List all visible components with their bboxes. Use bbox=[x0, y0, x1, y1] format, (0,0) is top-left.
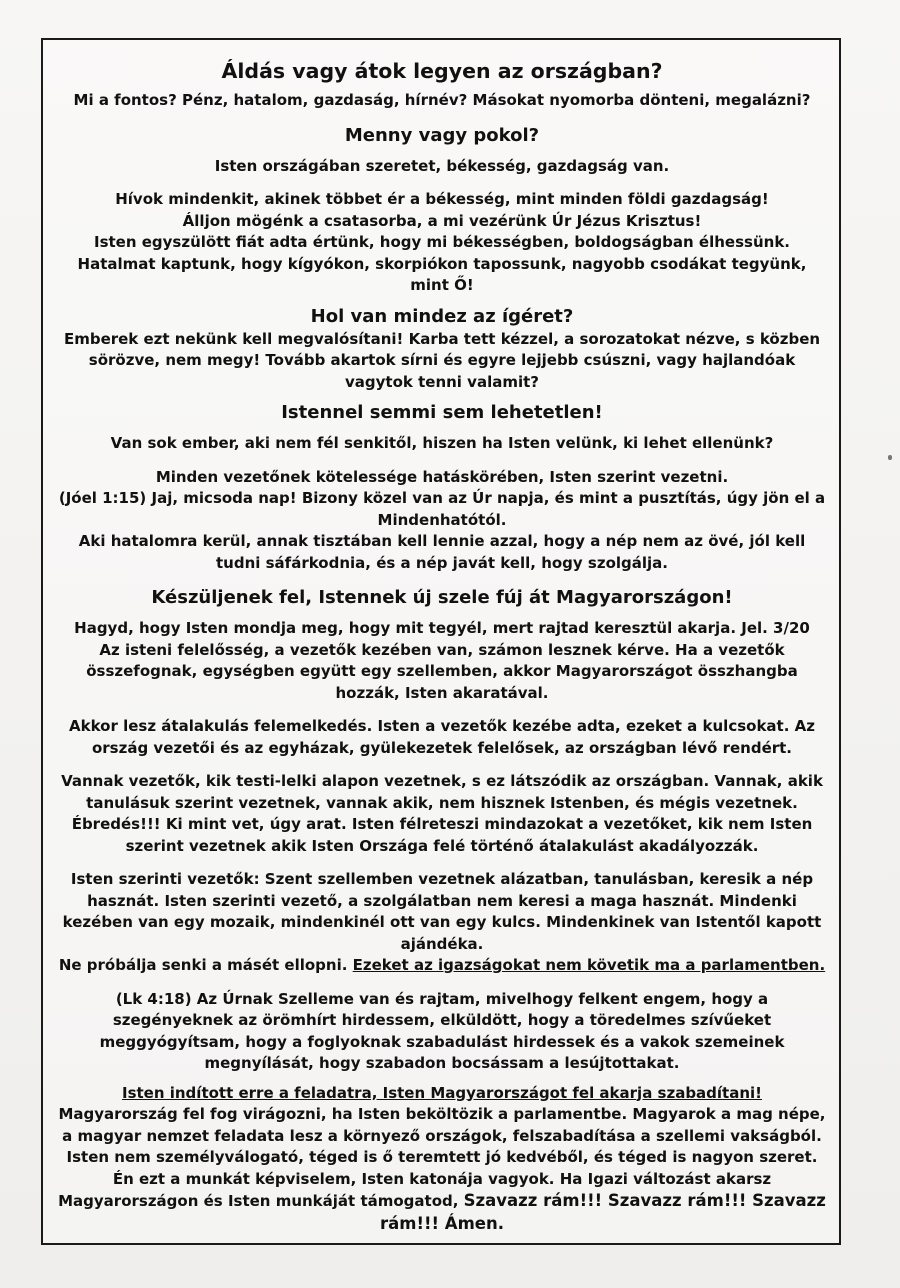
paragraph-alljon: Álljon mögénk a csatasorba, a mi vezérünk Úr Jézus Krisztus! bbox=[182, 211, 702, 230]
paragraph-intro: Mi a fontos? Pénz, hatalom, gazdaság, hírnév? Másokat nyomorba dönteni, megalázni? bbox=[73, 91, 811, 109]
page-title: Áldás vagy átok legyen az országban? bbox=[221, 59, 663, 83]
heading-istennel: Istennel semmi sem lehetetlen! bbox=[281, 402, 603, 423]
text-szavazz: Szavazz rám!!! Szavazz rám!!! Szavazz rám!!! Ámen. bbox=[380, 1191, 826, 1233]
paragraph-isten-inditott: Isten indított erre a feladatra, Isten Magyarországot fel akarja szabadítani! bbox=[121, 1083, 763, 1102]
heading-keszuljenek: Készüljenek fel, Istennek új szele fúj át Magyarországon! bbox=[151, 587, 733, 608]
paragraph-hivok: Hívok mindenkit, akinek többet ér a békesség, mint minden földi gazdagság! bbox=[115, 190, 769, 208]
document-body bbox=[56, 58, 828, 1235]
heading-hol-van: Hol van mindez az ígéret? bbox=[310, 305, 574, 327]
paragraph-isten-orszaga: Isten országában szeretet, békesség, gazdagság van. bbox=[214, 156, 670, 175]
paragraph-egyszulott: Isten egyszülött fiát adta értünk, hogy mi békességben, boldogságban élhessünk. Hatalmat kaptunk, hogy kígyókon, skorpiókon tapossunk, nagyobb csodákat tegyünk, mint Ő! bbox=[77, 233, 807, 294]
text-magyarorszag: Magyarország fel fog virágozni, ha Isten beköltözik a parlamentbe. Magyarok a mag népe, a magyar nemzet feladata lesz a környező országok, felszabadítása a szellemi vakságból. Isten nem személyválogató, téged is ő teremtett jó kedvéből, és téged is nagyon szeret. Én ezt a munkát képviselem, Isten katonája vagyok. Ha Igazi változást akarsz Magyarországon és Isten munkáját támogatod, bbox=[58, 1105, 826, 1210]
paragraph-isten-szerinti-vezetok: Isten szerinti vezetők: Szent szellemben vezetnek alázatban, tanulásban, keresik a nép hasznát. Isten szerinti vezető, a szolgálatban nem keresi a maga hasznát. Mindenki kezében van egy mozaik, mindenkinél ott van egy kulcs. Mindenkinek van Istentől kapott ajándéka. bbox=[62, 870, 822, 953]
paragraph-joel: (Jóel 1:15) Jaj, micsoda nap! Bizony közel van az Úr napja, és mint a pusztítás, úgy jön el a Mindenhatótól. bbox=[58, 489, 826, 529]
paragraph-atalakulas: Akkor lesz átalakulás felemelkedés. Isten a vezetők kezébe adta, ezeket a kulcsokat. Az ország vezetői és az egyházak, gyülekezetek felelősek, az országban lévő rendért. bbox=[69, 717, 815, 757]
paragraph-emberek: Emberek ezt nekünk kell megvalósítani! Karba tett kézzel, a sorozatokat nézve, s közben sörözve, nem megy! Tovább akartok sírni és egyre lejjebb csúszni, vagy hajlandóak vagytok tenni valamit? bbox=[63, 329, 821, 391]
paragraph-van-sok-ember: Van sok ember, aki nem fél senkitől, hiszen ha Isten velünk, ki lehet ellenünk? bbox=[110, 434, 774, 452]
paragraph-ne-probalja bbox=[56, 955, 828, 977]
paragraph-lukacs: (Lk 4:18) Az Úrnak Szelleme van és rajtam, mivelhogy felkent engem, hogy a szegényeknek az örömhírt hirdessem, elküldött, hogy a töredelmes szívűeket meggyógyítsam, hogy a foglyoknak szabadulást hirdessek és a vakok szemeinek megnyílását, hogy szabadon bocsássam a lesújtottakat. bbox=[99, 989, 785, 1072]
paragraph-isteni-felelosseg: Az isteni felelősség, a vezetők kezében van, számon lesznek kérve. Ha a vezetők összefognak, egységben együtt egy szellemben, akkor Magyarországot összhangba hozzák, Isten akaratával. bbox=[86, 640, 798, 702]
scan-speck bbox=[888, 455, 892, 460]
heading-menny-vagy-pokol: Menny vagy pokol? bbox=[344, 124, 540, 146]
text-ne-probalja: Ne próbálja senki a másét ellopni. bbox=[58, 956, 353, 974]
paragraph-minden-vezeto: Minden vezetőnek kötelessége hatáskörében, Isten szerint vezetni. bbox=[155, 467, 729, 486]
paragraph-hagyd: Hagyd, hogy Isten mondja meg, hogy mit tegyél, mert rajtad keresztül akarja. Jel. 3/20 bbox=[74, 619, 810, 637]
paragraph-magyarorszag bbox=[56, 1104, 828, 1235]
paragraph-hatalom: Aki hatalomra kerül, annak tisztában kell lennie azzal, hogy a nép nem az övé, jól kell tudni sáfárkodnia, és a nép javát kell, hogy szolgálja. bbox=[78, 532, 806, 572]
paragraph-vannak-vezetok: Vannak vezetők, kik testi-lelki alapon vezetnek, s ez látszódik az országban. Vannak, akik tanulásuk szerint vezetnek, vannak akik, nem hisznek Istenben, és mégis vezetnek. Ébredés!!! Ki mint vet, úgy arat. Isten félreteszi mindazokat a vezetőket, kik nem Isten szerint vezetnek akik Isten Országa felé történő átalakulást akadályozzák. bbox=[61, 772, 823, 855]
underlined-parlament: Ezeket az igazságokat nem követik ma a parlamentben. bbox=[352, 956, 826, 974]
